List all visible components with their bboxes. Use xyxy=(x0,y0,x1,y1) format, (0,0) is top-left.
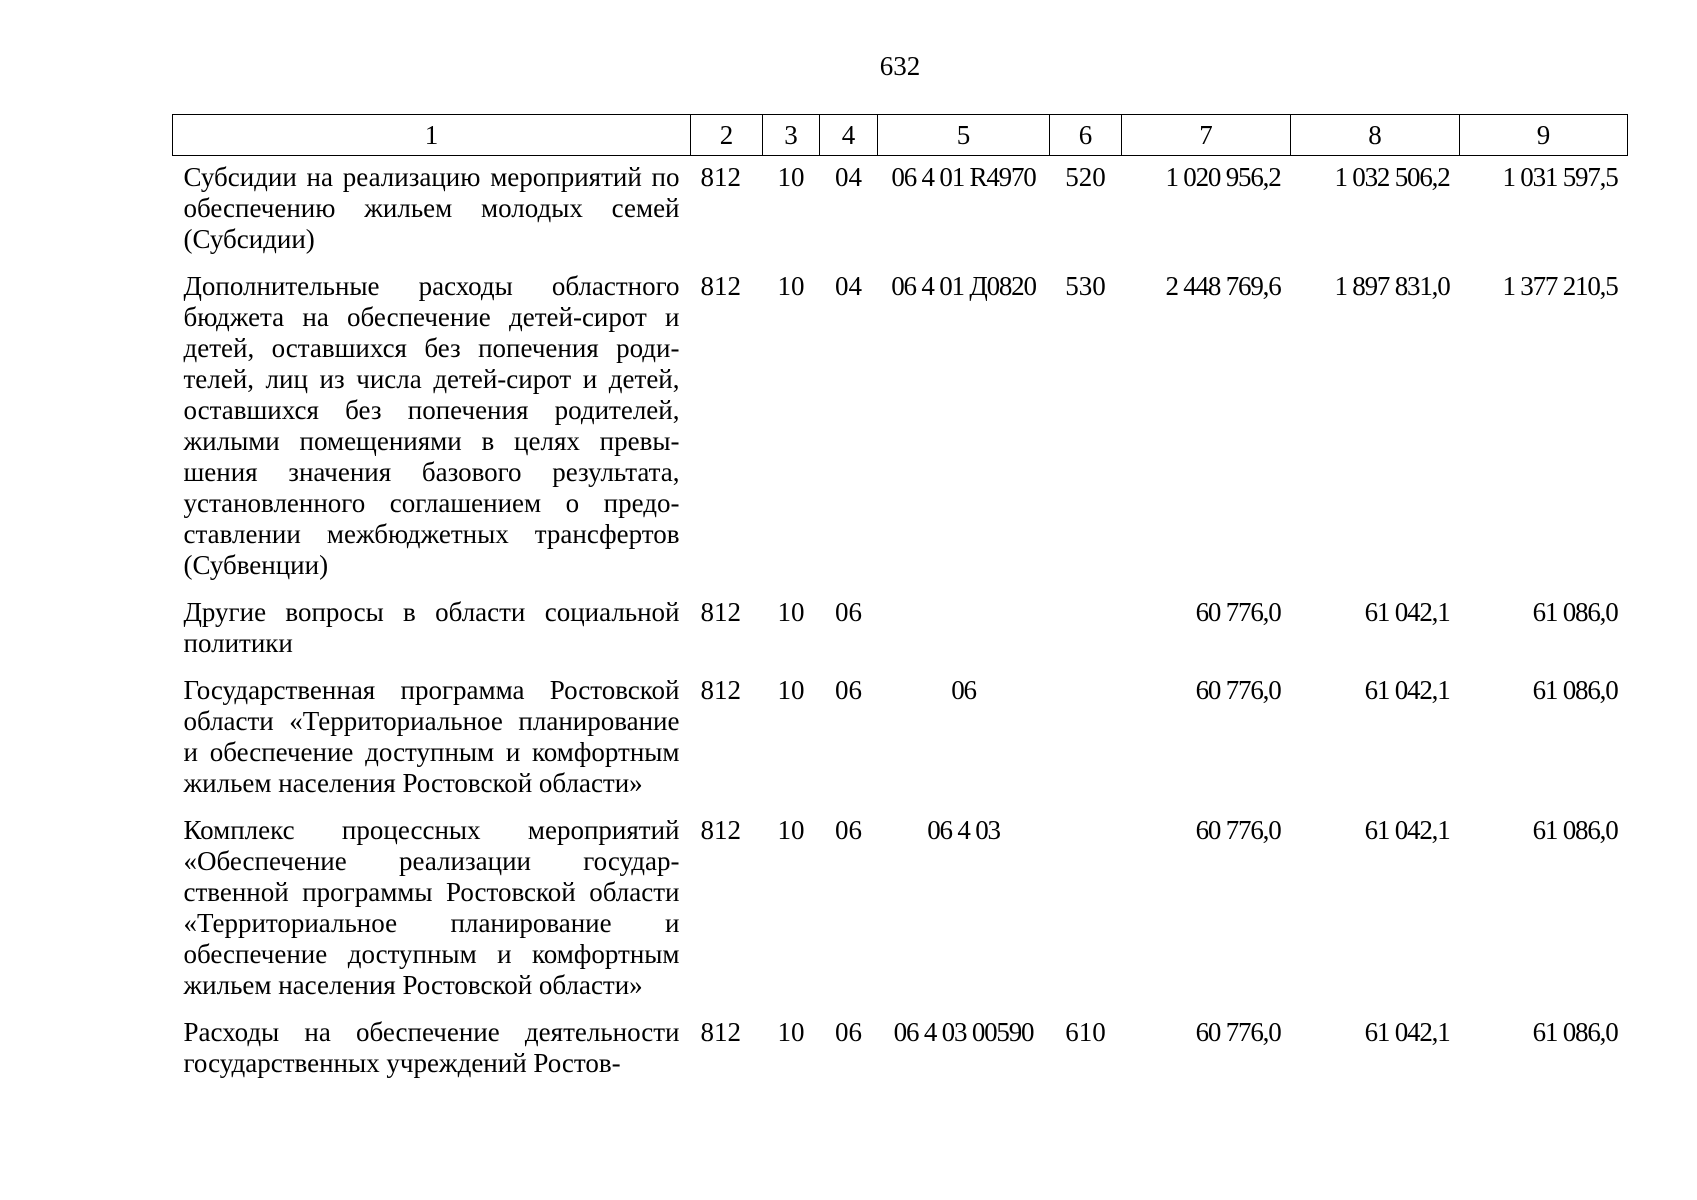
table-row xyxy=(173,1011,1628,1089)
header-col-2: 2 xyxy=(691,115,763,156)
row-amount-col9: 61 086,0 xyxy=(1532,597,1618,627)
header-col-4: 4 xyxy=(820,115,878,156)
row-amount-col8: 1 032 506,2 xyxy=(1334,162,1450,192)
row-ministry-code: 812 xyxy=(700,162,741,192)
row-amount-col7: 1 020 956,2 xyxy=(1165,162,1281,192)
row-amount-col7: 60 776,0 xyxy=(1195,815,1281,845)
row-expense-type: 530 xyxy=(1065,271,1106,301)
row-description: Дополнительные расходы областного бюджета на обеспечение детей-сирот и детей, оставшихся без попечения родителей, лиц из числа детей-сирот и детей, оставшихся без попечения родителей, жилыми помещениями в целях превышения значения базового результата, установленного соглашением о предоставлении межбюджетных трансфертов (Субвенции) xyxy=(183,271,680,580)
row-target-item: 06 4 01 Д0820 xyxy=(891,271,1036,301)
table-row xyxy=(173,669,1628,809)
row-amount-col9: 61 086,0 xyxy=(1532,675,1618,705)
row-expense-type: 520 xyxy=(1065,162,1106,192)
table-row xyxy=(173,809,1628,1011)
row-subsection-code: 04 xyxy=(835,162,862,192)
row-description: Другие вопросы в области социальной политики xyxy=(183,597,680,658)
row-amount-col7: 60 776,0 xyxy=(1195,1017,1281,1047)
page-number: 632 xyxy=(879,51,921,81)
row-section-code: 10 xyxy=(777,675,805,705)
row-expense-type: 610 xyxy=(1065,1017,1106,1047)
row-amount-col7: 60 776,0 xyxy=(1195,597,1281,627)
header-col-7: 7 xyxy=(1122,115,1291,156)
row-ministry-code: 812 xyxy=(700,597,741,627)
row-target-item: 06 4 03 00590 xyxy=(893,1017,1034,1047)
header-col-6: 6 xyxy=(1050,115,1122,156)
row-section-code: 10 xyxy=(777,271,805,301)
row-ministry-code: 812 xyxy=(700,675,741,705)
row-amount-col9: 61 086,0 xyxy=(1532,815,1618,845)
row-amount-col9: 61 086,0 xyxy=(1532,1017,1618,1047)
header-col-5: 5 xyxy=(878,115,1050,156)
table-row xyxy=(173,591,1628,669)
table-header-row xyxy=(173,115,1628,156)
row-amount-col8: 61 042,1 xyxy=(1364,675,1450,705)
row-ministry-code: 812 xyxy=(700,271,741,301)
row-section-code: 10 xyxy=(777,815,805,845)
row-description: Государственная программа Ростовской области «Территориальное планирование и обеспечение доступным и комфортным жильем населения Ростовской области» xyxy=(183,675,680,798)
row-target-item: 06 4 01 R4970 xyxy=(891,162,1036,192)
row-expense-type xyxy=(1050,809,1122,1011)
row-section-code: 10 xyxy=(777,1017,805,1047)
row-ministry-code: 812 xyxy=(700,1017,741,1047)
header-col-1: 1 xyxy=(173,115,691,156)
row-description: Комплекс процессных мероприятий «Обеспечение реализации государственной программы Ростовской области «Территориальное планирование и обеспечение доступным и комфортным жильем населения Ростовской области» xyxy=(183,815,680,1000)
row-amount-col7: 2 448 769,6 xyxy=(1165,271,1281,301)
budget-table xyxy=(172,114,1628,1089)
row-subsection-code: 04 xyxy=(835,271,862,301)
row-amount-col7: 60 776,0 xyxy=(1195,675,1281,705)
row-subsection-code: 06 xyxy=(835,597,862,627)
row-amount-col9: 1 377 210,5 xyxy=(1502,271,1618,301)
table-row xyxy=(173,265,1628,591)
row-section-code: 10 xyxy=(777,597,805,627)
row-target-item xyxy=(878,591,1050,669)
row-amount-col8: 61 042,1 xyxy=(1364,815,1450,845)
row-subsection-code: 06 xyxy=(835,815,862,845)
row-target-item: 06 4 03 xyxy=(927,815,1000,845)
row-description: Расходы на обеспечение деятельности государственных учреждений Ростов- xyxy=(183,1017,680,1078)
row-description: Субсидии на реализацию мероприятий по обеспечению жильем молодых семей (Субсидии) xyxy=(183,162,680,254)
row-subsection-code: 06 xyxy=(835,1017,862,1047)
row-expense-type xyxy=(1050,591,1122,669)
table-row xyxy=(173,156,1628,266)
row-subsection-code: 06 xyxy=(835,675,862,705)
row-section-code: 10 xyxy=(777,162,805,192)
row-expense-type xyxy=(1050,669,1122,809)
row-amount-col8: 1 897 831,0 xyxy=(1334,271,1450,301)
row-amount-col9: 1 031 597,5 xyxy=(1502,162,1618,192)
row-ministry-code: 812 xyxy=(700,815,741,845)
row-amount-col8: 61 042,1 xyxy=(1364,597,1450,627)
header-col-9: 9 xyxy=(1460,115,1628,156)
row-target-item: 06 xyxy=(951,675,976,705)
header-col-3: 3 xyxy=(763,115,820,156)
row-amount-col8: 61 042,1 xyxy=(1364,1017,1450,1047)
header-col-8: 8 xyxy=(1291,115,1460,156)
